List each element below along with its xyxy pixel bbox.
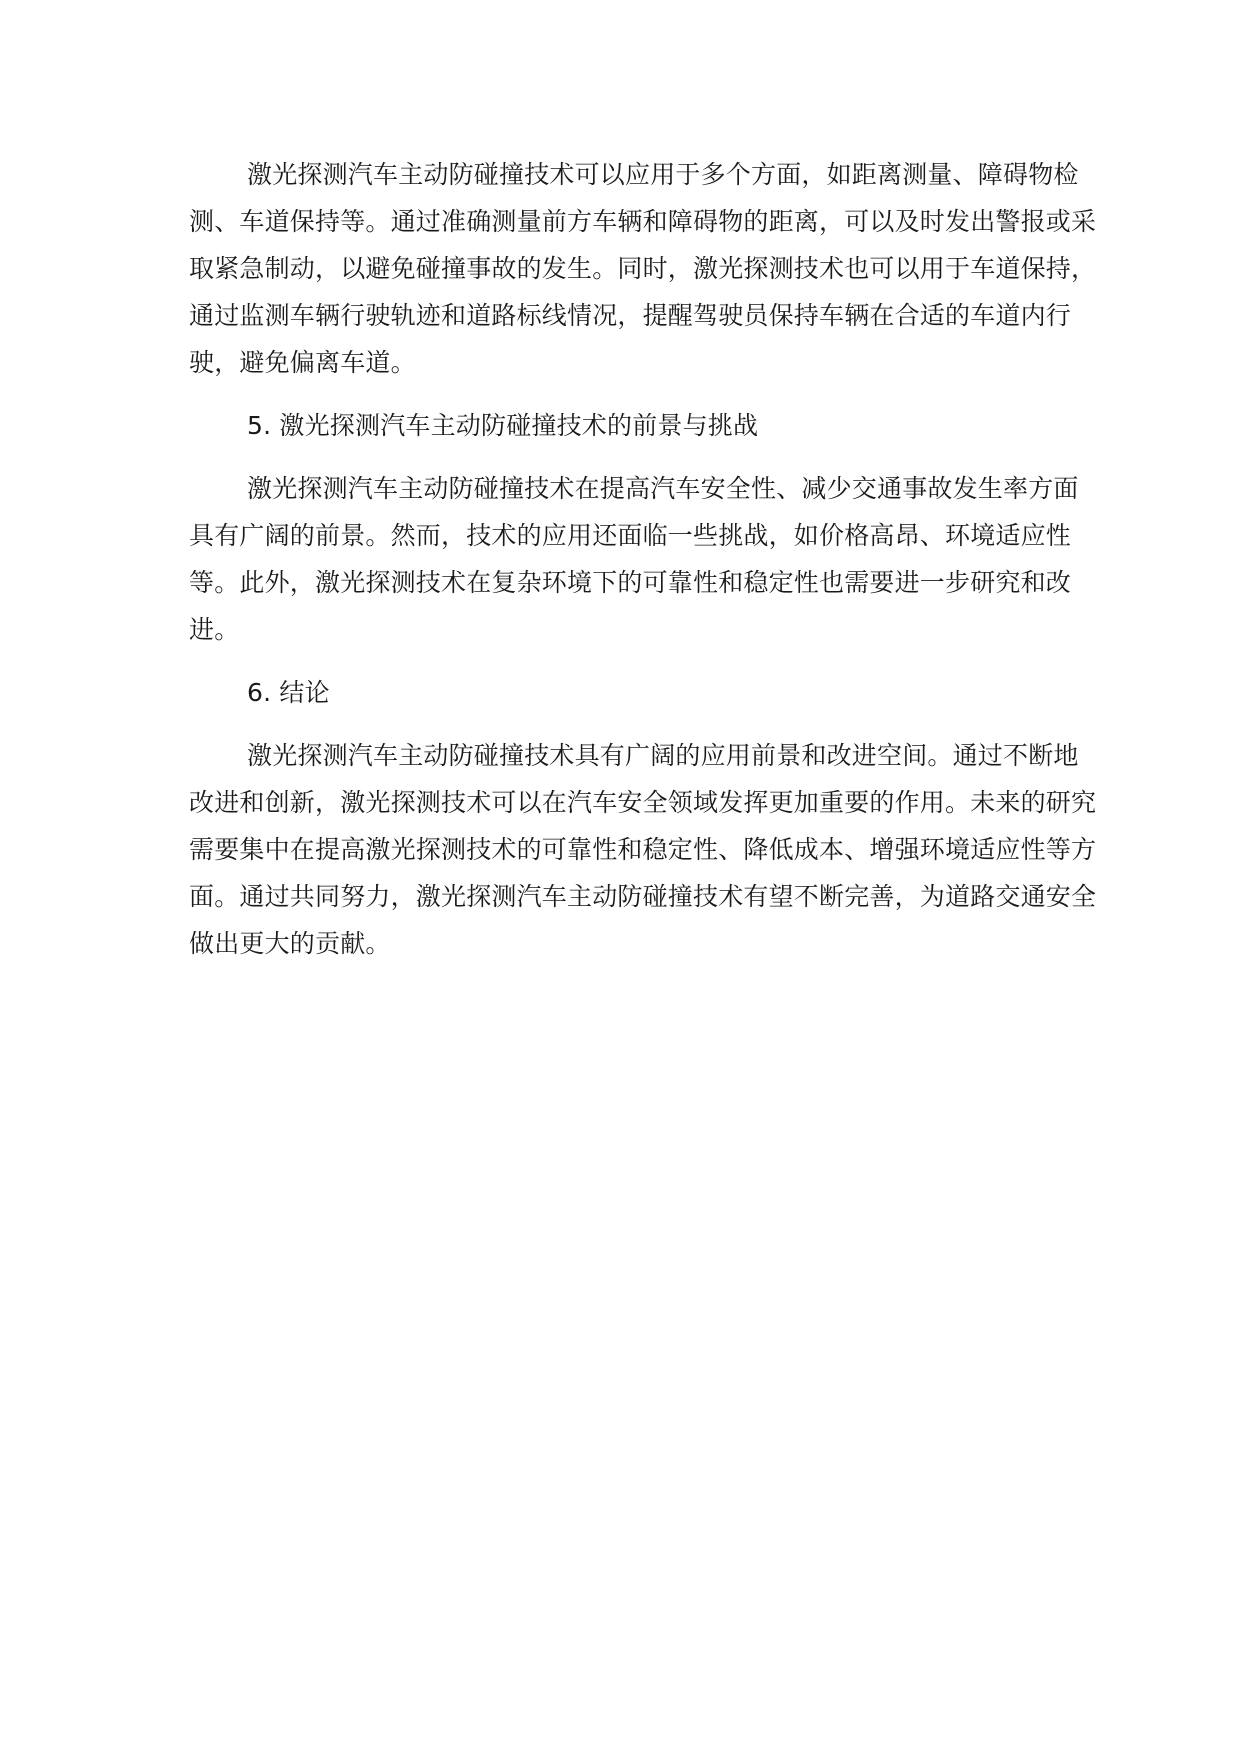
paragraph-prospects: 激光探测汽车主动防碰撞技术在提高汽车安全性、减少交通事故发生率方面具有广阔的前景。然而，技术的应用还面临一些挑战，如价格高昂、环境适应性等。此外，激光探测技术在复杂环境下的可靠性和稳定性也需要进一步研究和改进。 — [189, 474, 1079, 644]
paragraph-applications: 激光探测汽车主动防碰撞技术可以应用于多个方面，如距离测量、障碍物检测、车道保持等。通过准确测量前方车辆和障碍物的距离，可以及时发出警报或采取紧急制动，以避免碰撞事故的发生。同时，激光探测技术也可以用于车道保持，通过监测车辆行驶轨迹和道路标线情况，提醒驾驶员保持车辆在合适的车道内行驶，避免偏离车道。 — [189, 160, 1097, 377]
document-body — [189, 151, 1099, 967]
section-heading-prospects: 5. 激光探测汽车主动防碰撞技术的前景与挑战 — [247, 411, 759, 440]
paragraph-conclusion: 激光探测汽车主动防碰撞技术具有广阔的应用前景和改进空间。通过不断地改进和创新，激光探测技术可以在汽车安全领域发挥更加重要的作用。未来的研究需要集中在提高激光探测技术的可靠性和稳定性、降低成本、增强环境适应性等方面。通过共同努力，激光探测汽车主动防碰撞技术有望不断完善，为道路交通安全做出更大的贡献。 — [189, 741, 1097, 958]
section-heading-conclusion: 6. 结论 — [247, 678, 330, 707]
